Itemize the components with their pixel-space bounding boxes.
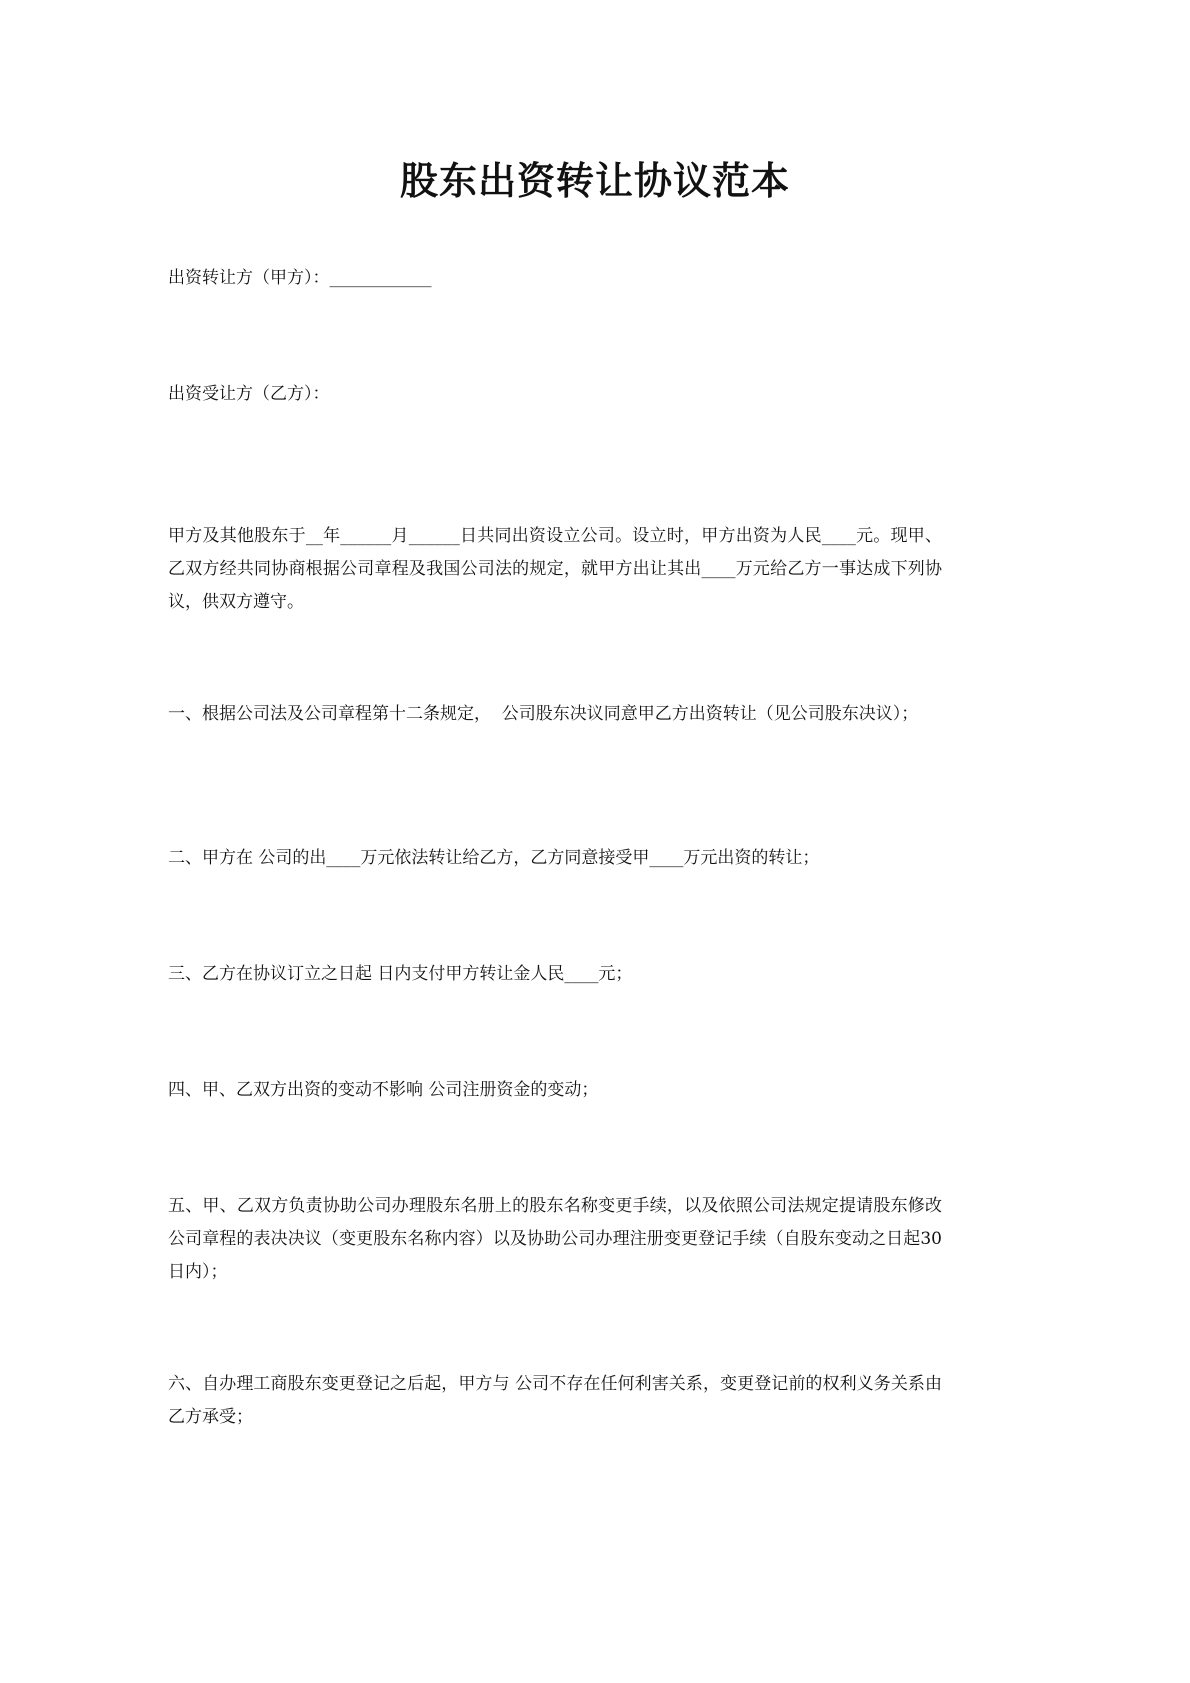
transferee-label: 出资受让方（乙方）： [168,384,330,404]
clause-3: 三、乙方在协议订立之日起 日内支付甲方转让金人民____元； [168,964,633,984]
clause-5: 五、甲、乙双方负责协助公司办理股东名册上的股东名称变更手续，以及依照公司法规定提请股东修改公司章程的表决决议（变更股东名称内容）以及协助公司办理注册变更登记手续（自股东变动之日起30日内）； [168,1196,942,1282]
clause-1: 一、根据公司法及公司章程第十二条规定， 公司股东决议同意甲乙方出资转让（见公司股东决议）； [168,704,919,724]
transferor-blank[interactable]: ____________ [329,268,432,288]
clause-2: 二、甲方在 公司的出____万元依法转让给乙方，乙方同意接受甲____万元出资的转让； [168,848,820,868]
transferor-label: 出资转让方（甲方）： [168,268,330,288]
document-title: 股东出资转让协议范本 [399,159,790,203]
clause-6: 六、自办理工商股东变更登记之后起，甲方与 公司不存在任何利害关系，变更登记前的权利义务关系由乙方承受； [168,1374,942,1427]
clause-4: 四、甲、乙双方出资的变动不影响 公司注册资金的变动； [168,1080,599,1100]
transferee-line [168,378,942,411]
preamble-paragraph: 甲方及其他股东于__年______月______日共同出资设立公司。设立时，甲方出资为人民____元。现甲、乙双方经共同协商根据公司章程及我国公司法的规定，就甲方出让其出____万元给乙方一事达成下列协议，供双方遵守。 [168,526,942,612]
transferor-line [168,262,942,295]
